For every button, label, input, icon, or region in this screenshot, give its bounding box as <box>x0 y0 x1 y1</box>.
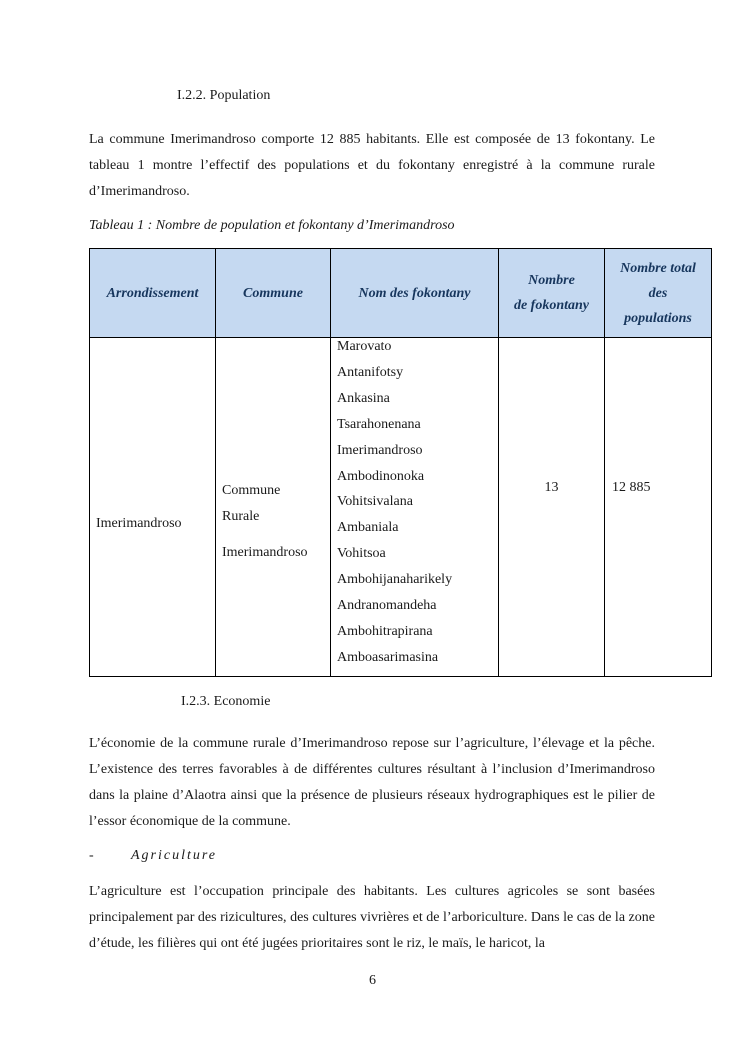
cell-nombre-fokontany <box>499 338 605 677</box>
header-nombre-line2: de fokontany <box>513 298 590 313</box>
header-fokontany: Nom des fokontany <box>331 249 499 338</box>
fokontany-item: Amboasarimasina <box>337 649 439 665</box>
commune-line3: Imerimandroso <box>222 545 308 560</box>
fokontany-item: Ambaniala <box>337 520 399 536</box>
fokontany-item: Ambodinonoka <box>337 468 425 484</box>
header-total-line2: des <box>648 285 668 301</box>
commune-line1: Commune <box>222 483 281 498</box>
paragraph-economie: L’économie de la commune rurale d’Imerimandroso repose sur l’agriculture, l’élevage et la pêche. L’existence des terres favorables à de différentes cultures résultant à l’inclusion d’Imerimandroso dans la plaine d’Alaotra ainsi que la présence de plusieurs réseaux hydrographiques est le pilier de l’essor économique de la commune. <box>89 736 655 829</box>
fokontany-item: Tsarahonenana <box>337 416 421 432</box>
header-total-line1: Nombre total <box>620 260 696 276</box>
header-total-populations <box>605 249 712 338</box>
fokontany-item: Antanifotsy <box>337 364 404 380</box>
cell-total-populations <box>605 338 712 677</box>
arrondissement-value: Imerimandroso <box>96 516 182 531</box>
fokontany-item: Vohitsivalana <box>337 494 413 510</box>
cell-commune <box>216 338 331 677</box>
bullet-dash: - <box>89 848 94 863</box>
header-total-line3: populations <box>624 310 692 326</box>
paragraph-agriculture: L’agriculture est l’occupation principale des habitants. Les cultures agricoles se sont basées principalement par des rizicultures, des cultures vivrières et de l’arboriculture. Dans le cas de la zone d’étude, les filières qui ont été jugées prioritaires sont le riz, le maïs, le haricot, la <box>89 884 655 951</box>
fokontany-item: Ankasina <box>337 390 390 406</box>
paragraph-population: La commune Imerimandroso comporte 12 885 habitants. Elle est composée de 13 fokontany. Le tableau 1 montre l’effectif des populations et du fokontany enregistré à la commune rurale d’Imerimandroso. <box>89 132 655 199</box>
fokontany-list <box>337 334 452 671</box>
header-arrondissement: Arrondissement <box>90 249 216 338</box>
commune-line2: Rurale <box>222 509 260 524</box>
fokontany-item: Imerimandroso <box>337 442 423 458</box>
header-commune: Commune <box>216 249 331 338</box>
header-nombre-line1: Nombre <box>528 273 575 288</box>
nombre-fokontany-value: 13 <box>544 480 559 495</box>
fokontany-item: Andranomandeha <box>337 598 437 614</box>
total-populations-value: 12 885 <box>612 480 651 495</box>
section-heading-economie: I.2.3. Economie <box>181 694 271 709</box>
cell-fokontany-list <box>331 338 499 677</box>
table-row <box>90 338 712 677</box>
fokontany-item: Ambohijanaharikely <box>337 572 453 588</box>
table-header-row <box>90 249 712 338</box>
table-caption: Tableau 1 : Nombre de population et fokontany d’Imerimandroso <box>89 218 455 233</box>
population-table <box>89 248 712 677</box>
fokontany-item: Marovato <box>337 339 392 354</box>
cell-arrondissement <box>90 338 216 677</box>
header-nombre-fokontany <box>499 249 605 338</box>
section-heading-population: I.2.2. Population <box>177 88 271 103</box>
fokontany-item: Vohitsoa <box>337 546 386 562</box>
bullet-label-agriculture: Agriculture <box>131 848 218 863</box>
fokontany-item: Ambohitrapirana <box>337 623 433 639</box>
page-number: 6 <box>369 973 376 988</box>
